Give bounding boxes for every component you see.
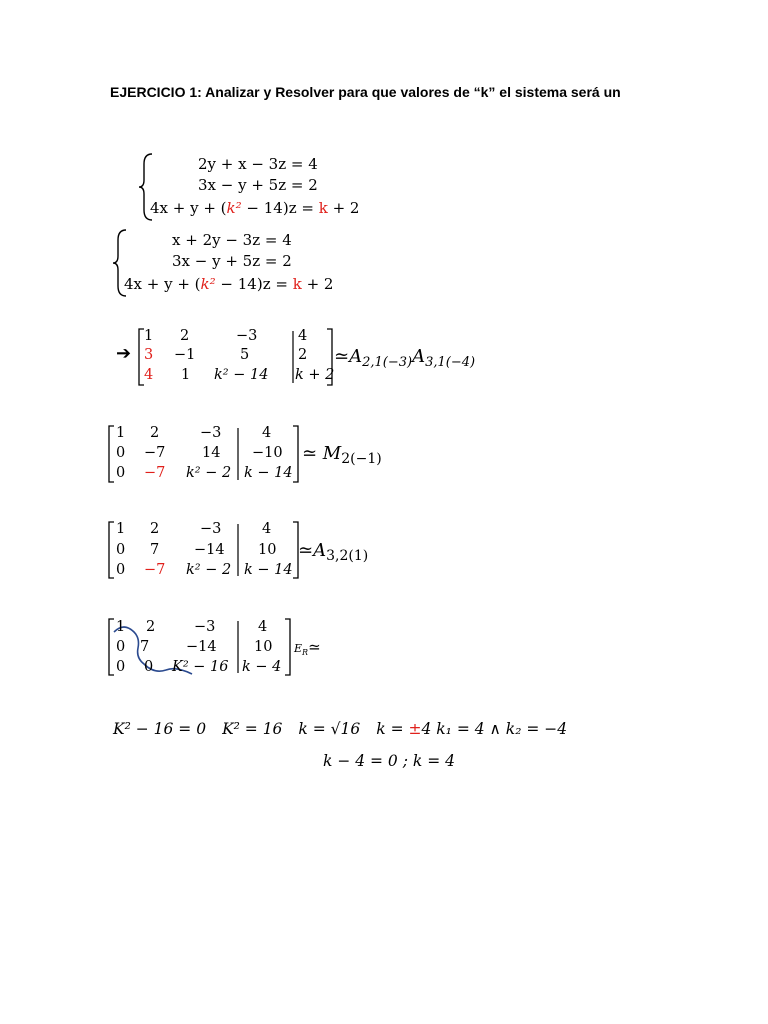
system2-eq1: x + 2y − 3z = 4 xyxy=(172,231,292,249)
m2-r3c3: k² − 2 xyxy=(186,465,232,481)
m4-r1c4: 4 xyxy=(258,619,268,635)
system1-eq2: 3x − y + 5z = 2 xyxy=(198,176,318,194)
system2-eq3: 4x + y + (k² − 14)z = k + 2 xyxy=(124,275,334,293)
m1-r2c2: −1 xyxy=(174,347,196,363)
m4-r2c2: 7 xyxy=(140,639,150,655)
m2-r1c1: 1 xyxy=(116,425,126,441)
m1-r2c1: 3 xyxy=(144,347,154,363)
m4-r2c3: −14 xyxy=(186,639,217,655)
arrow-icon: ➔ xyxy=(116,343,132,364)
m1-r1c3: −3 xyxy=(236,328,258,344)
m3-r3c1: 0 xyxy=(116,562,126,578)
exercise-title: EJERCICIO 1: Analizar y Resolver para que valores de “k” el sistema será un xyxy=(110,84,621,100)
m1-r3c4: k + 2 xyxy=(295,367,335,383)
m2-r1c4: 4 xyxy=(262,425,272,441)
m3-r3c4: k − 14 xyxy=(244,562,293,578)
m1-r3c3: k² − 14 xyxy=(214,367,269,383)
m3-r1c2: 2 xyxy=(150,521,160,537)
m2-r2c3: 14 xyxy=(202,445,221,461)
m4-r3c1: 0 xyxy=(116,659,126,675)
matrix3-operation: ≃A3,2(1) xyxy=(298,540,369,564)
m4-r1c3: −3 xyxy=(194,619,216,635)
m2-r1c3: −3 xyxy=(200,425,222,441)
solution-line1: K² − 16 = 0 K² = 16 k = √16 k = ±4 k₁ = 4 ∧ k₂ = −4 xyxy=(113,720,568,738)
matrix4-operation: $E_R≃$ xyxy=(294,638,321,657)
m1-r1c2: 2 xyxy=(180,328,190,344)
matrix2-operation: ≃ M2(−1) xyxy=(302,443,382,467)
m2-r3c2: −7 xyxy=(144,465,166,481)
m4-r2c4: 10 xyxy=(254,639,273,655)
m3-r2c1: 0 xyxy=(116,542,126,558)
m3-r1c1: 1 xyxy=(116,521,126,537)
m4-r2c1: 0 xyxy=(116,639,126,655)
m1-r2c3: 5 xyxy=(240,347,250,363)
m1-r3c1: 4 xyxy=(144,367,154,383)
m1-r1c1: 1 xyxy=(144,328,154,344)
m3-r2c2: 7 xyxy=(150,542,160,558)
m2-r2c2: −7 xyxy=(144,445,166,461)
m1-r3c2: 1 xyxy=(181,367,191,383)
m2-r1c2: 2 xyxy=(150,425,160,441)
system2-eq2: 3x − y + 5z = 2 xyxy=(172,252,292,270)
m3-r1c3: −3 xyxy=(200,521,222,537)
m2-r2c1: 0 xyxy=(116,445,126,461)
m2-r2c4: −10 xyxy=(252,445,283,461)
m4-r1c2: 2 xyxy=(146,619,156,635)
m3-r2c3: −14 xyxy=(194,542,225,558)
system1-eq1: 2y + x − 3z = 4 xyxy=(198,155,318,173)
m3-r2c4: 10 xyxy=(258,542,277,558)
m4-r3c2: 0 xyxy=(144,659,154,675)
system1-eq3: 4x + y + (k² − 14)z = k + 2 xyxy=(150,199,360,217)
matrix1-operation: ≃A2,1(−3)A3,1(−4) xyxy=(334,346,476,370)
m3-r1c4: 4 xyxy=(262,521,272,537)
m4-r1c1: 1 xyxy=(116,619,126,635)
m4-r3c3: K² − 16 xyxy=(172,659,229,675)
m3-r3c3: k² − 2 xyxy=(186,562,232,578)
m2-r3c4: k − 14 xyxy=(244,465,293,481)
m4-r3c4: k − 4 xyxy=(242,659,282,675)
solution-line2: k − 4 = 0 ; k = 4 xyxy=(323,752,455,770)
m1-r1c4: 4 xyxy=(298,328,308,344)
m2-r3c1: 0 xyxy=(116,465,126,481)
m3-r3c2: −7 xyxy=(144,562,166,578)
m1-r2c4: 2 xyxy=(298,347,308,363)
